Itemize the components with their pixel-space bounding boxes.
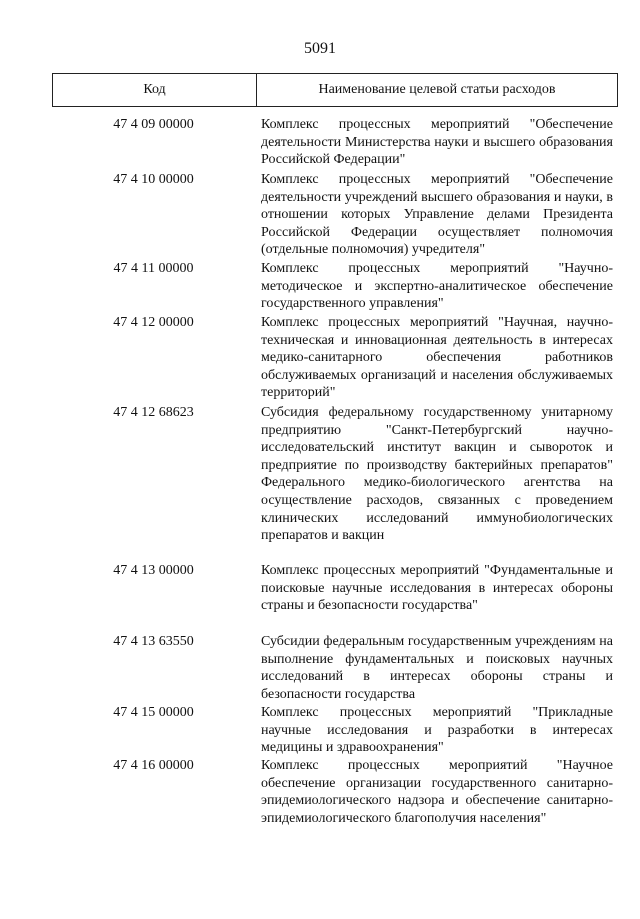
table-row <box>52 757 618 847</box>
row-code: 47 4 15 00000 <box>113 705 194 720</box>
row-code: 47 4 13 00000 <box>113 563 194 578</box>
table-header <box>52 73 618 107</box>
table-row <box>52 562 618 633</box>
table-row <box>52 704 618 757</box>
row-code: 47 4 16 00000 <box>113 758 194 773</box>
page-number: 5091 <box>304 40 336 57</box>
row-name: Комплекс процессных мероприятий "Научное обеспечение организации государственного санитарно-эпидемиологического надзора и обеспечение санитарно-эпидемиологического благополучия населения" <box>261 758 613 826</box>
row-code: 47 4 09 00000 <box>113 117 194 132</box>
row-name: Комплекс процессных мероприятий "Научно-методическое и экспертно-аналитическое обеспечение государственного управления" <box>261 261 613 312</box>
row-code: 47 4 12 00000 <box>113 315 194 330</box>
row-code: 47 4 10 00000 <box>113 172 194 187</box>
row-name: Субсидии федеральным государственным учреждениям на выполнение фундаментальных и поисковых научных исследований в интересах обороны страны и безопасности государства <box>261 634 613 702</box>
row-code: 47 4 12 68623 <box>113 405 194 420</box>
table-row <box>52 116 618 171</box>
table-row <box>52 404 618 562</box>
header-name: Наименование целевой статьи расходов <box>318 82 556 97</box>
row-name: Субсидия федеральному государственному унитарному предприятию "Санкт-Петербургский научно-исследовательский институт вакцин и сывороток и предприятие по производству бактерийных препаратов" Федерального медико-биологического агентства на осуществление расходов, связанных с проведением клинических исследований иммунобиологических препаратов и вакцин <box>261 405 613 544</box>
table-row <box>52 171 618 260</box>
header-code: Код <box>53 74 257 106</box>
table-row <box>52 633 618 704</box>
table-row <box>52 260 618 314</box>
row-name: Комплекс процессных мероприятий "Обеспечение деятельности учреждений высшего образования и науки, в отношении которых Управление делами Президента Российской Федерации осуществляет полномочия (отдельные полномочия) учредителя" <box>261 172 613 258</box>
row-code: 47 4 11 00000 <box>113 261 194 276</box>
row-name: Комплекс процессных мероприятий "Научная, научно-техническая и инновационная деятельность в интересах медико-санитарного обеспечения работников обслуживаемых организаций и населения обслуживаемых территорий" <box>261 315 613 401</box>
row-name: Комплекс процессных мероприятий "Фундаментальные и поисковые научные исследования в интересах обороны страны и безопасности государства" <box>261 563 613 614</box>
table-body <box>52 116 618 847</box>
row-name: Комплекс процессных мероприятий "Обеспечение деятельности Министерства науки и высшего образования Российской Федерации" <box>261 117 613 168</box>
row-code: 47 4 13 63550 <box>113 634 194 649</box>
table-row <box>52 314 618 404</box>
row-name: Комплекс процессных мероприятий "Прикладные научные исследования и разработки в интересах медицины и здравоохранения" <box>261 705 613 756</box>
